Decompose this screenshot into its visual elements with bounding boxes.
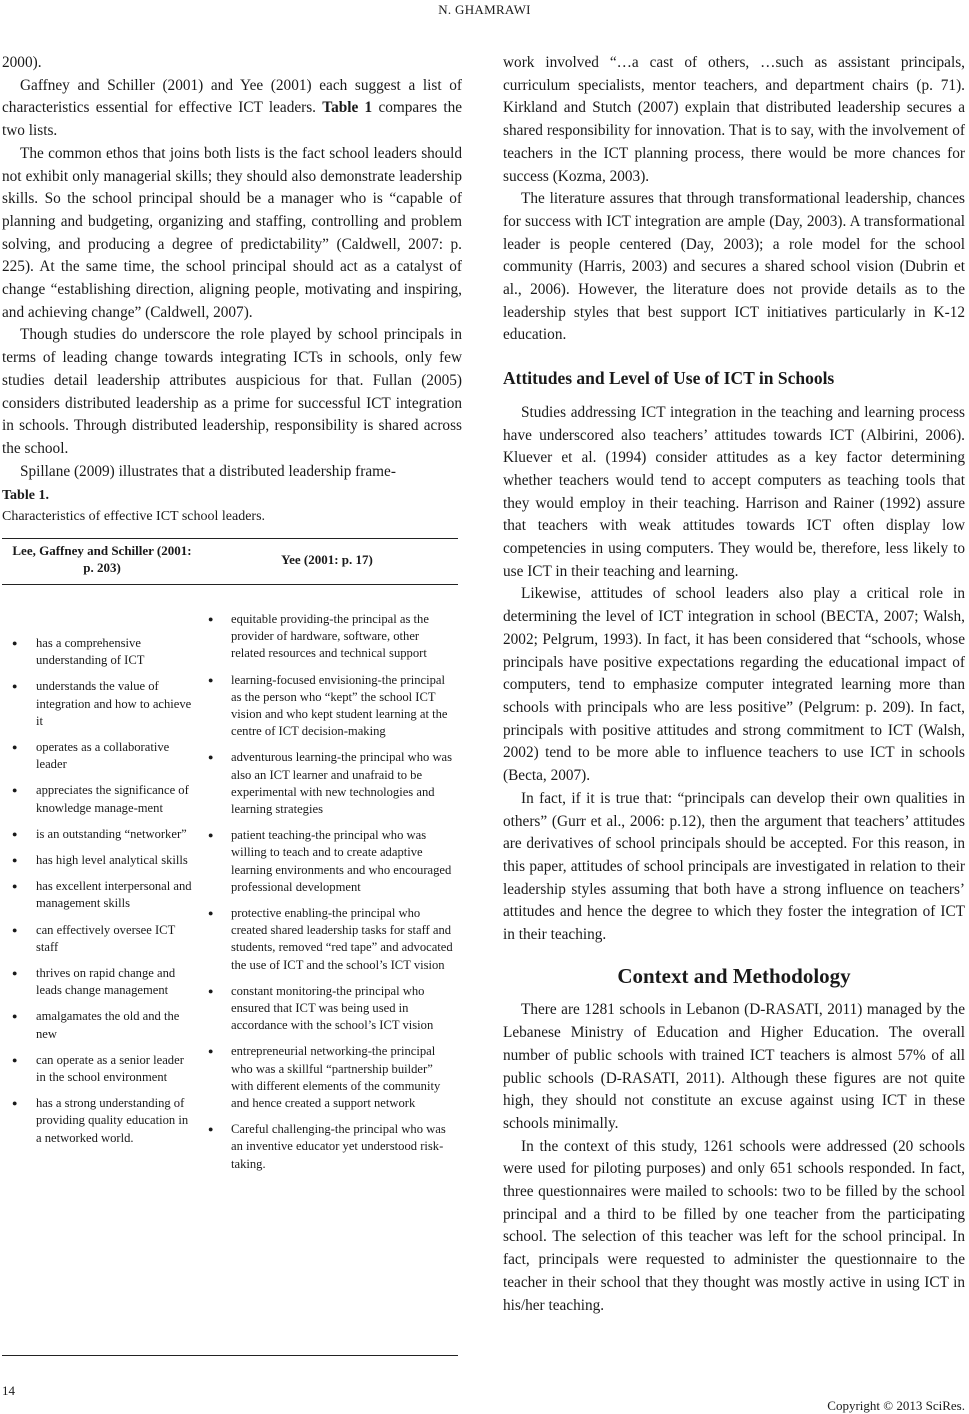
table-item-col1: ● is an outstanding “networker” (2, 826, 192, 843)
table-item-col2: ● adventurous learning-the principal who was also an ICT learner and unafraid to be experimental with new technologies and learning strategies (206, 749, 456, 818)
table-item-col2: ● entrepreneurial networking-the principal who was a skillful “partnership builder” with different elements of the community and hence created a support network (206, 1043, 456, 1112)
table-item-col1: ● has a comprehensive understanding of ICT (2, 635, 192, 669)
table-label: Table 1. (2, 488, 49, 503)
table-header-col2: Yee (2001: p. 17) (281, 552, 373, 567)
page-number: 14 (2, 1383, 15, 1398)
paragraph: The common ethos that joins both lists is the fact school leaders should not exhibit only managerial skills; they should also demonstrate leadership skills. So the school principal should be a manager who is “capable of planning and budgeting, organizing and staffing, controlling and problem solving, and producing a degree of predictability” (Caldwell, 2007: p. 225). At the same time, the school principal should act as a catalyst of change “establishing direction, aligning people, motivating and inspiring, and achieving change” (Caldwell, 2007). (2, 144, 462, 321)
paragraph: Likewise, attitudes of school leaders also play a critical role in determining the level of ICT integration in school (BECTA, 2007; Walsh, 2002; Pelgrum, 1993). In fact, it has been considered that “schools, whose principals have positive expectations regarding the educational impact of computers, tend to emphasize computer integrated learning more than schools with principals who are less positive” (Pelgrum: p. 209). In fact, principals with positive attitudes and strong commitment to ICT (Walsh, 2002) tend to be more able to influence teachers to use ICT in schools (Becta, 2007). (503, 585, 965, 785)
table-top-rule (2, 538, 458, 539)
table-item-col1: ● can operate as a senior leader in the school environment (2, 1052, 192, 1086)
right-column (503, 52, 965, 1317)
table-bottom-rule (2, 1355, 458, 1356)
paragraph: 2000). (2, 54, 42, 71)
paragraph: work involved “…a cast of others, …such as assistant principals, curriculum specialists, mentor teachers, and department chairs (p. 71). Kirkland and Stutch (2007) explain that distributed leadership secures a shared responsibility for innovation. That is to say, with the involvement of teachers in the ICT planning process, there would be more chances for success (Kozma, 2003). (503, 54, 965, 185)
table-item-col1: ● can effectively oversee ICT staff (2, 922, 192, 956)
table-item-col2: ● patient teaching-the principal who was willing to teach and to create adaptive learning environments and who encouraged professional development (206, 827, 456, 896)
paragraph: There are 1281 schools in Lebanon (D-RASATI, 2011) managed by the Lebanese Ministry of Education and Higher Education. The overall number of public schools with trained ICT teachers is almost 57% of all public schools (D-RASATI, 2011). Although these figures are not quite high, they should not constitute an excuse against using ICT in these schools minimally. (503, 1001, 965, 1132)
table-item-col1: ● appreciates the significance of knowledge manage-ment (2, 782, 192, 816)
characteristics-table (2, 538, 458, 1356)
paragraph: In fact, if it is true that: “principals can develop their own qualities in others” (Gurr et al., 2006: p.12), then the argument that teachers’ attitudes are derivatives of school principals should be accepted. For this reason, in this paper, attitudes of school principals are investigated in relation to their leadership styles assuming that both have a strong influence on teachers’ attitudes and hence the degree to which they foster the integration of ICT in their teaching. (503, 789, 965, 944)
table-item-col2: ● equitable providing-the principal as the provider of hardware, software, other related resources and technical support (206, 611, 456, 663)
paragraph: In the context of this study, 1261 schools were addressed (20 schools were used for piloting purposes) and only 651 schools responded. In fact, three questionnaires were mailed to schools: two to be filled by the school principal and a third to be filled by one teacher from the participating school. The selection of this teacher was left for the school principal. In fact, principals were requested to administer the questionnaire to the teacher in their school that they thought was mostly active in using ICT in his/her teaching. (503, 1137, 965, 1314)
table-header-rule (2, 584, 458, 585)
table-item-col1: ● has high level analytical skills (2, 852, 192, 869)
table-item-col2: ● Careful challenging-the principal who was an inventive educator yet understood risk-taking. (206, 1121, 456, 1173)
table-item-col1: ● amalgamates the old and the new (2, 1008, 192, 1042)
table-item-col1: ● has a strong understanding of providing quality education in a networked world. (2, 1095, 192, 1147)
left-column (2, 52, 462, 483)
table-item-col1: ● understands the value of integration and how to achieve it (2, 678, 192, 730)
table-item-col2: ● protective enabling-the principal who created shared leadership tasks for staff and students, removed “red tape” and advocated the use of ICT and the school’s ICT vision (206, 905, 456, 974)
table-reference: Table 1 (322, 99, 373, 117)
copyright-notice: Copyright © 2013 SciRes. (827, 1398, 965, 1413)
table-item-col1: ● has excellent interpersonal and management skills (2, 878, 192, 912)
col1-list (2, 635, 192, 1156)
table-header-col1: Lee, Gaffney and Schiller (2001: p. 203) (12, 543, 192, 575)
table-caption: Characteristics of effective ICT school leaders. (2, 509, 266, 524)
table-item-col2: ● constant monitoring-the principal who ensured that ICT was being used in accordance with the school’s ICT vision (206, 983, 456, 1035)
table-item-col1: ● operates as a collaborative leader (2, 739, 192, 773)
paragraph: Studies addressing ICT integration in the teaching and learning process have underscored also teachers’ attitudes towards ICT (Albirini, 2006). Kluever et al. (1994) consider attitudes as a key factor determining whether teachers would tend to accept computers as teaching tools that they would employ in their teaching. Harrison and Rainer (1992) assure that teachers with weak attitudes towards ICT often display low competencies in using computers. They would be, therefore, less likely to use ICT in their teaching and learning. (503, 403, 965, 580)
table-item-col1: ● thrives on rapid change and leads change management (2, 965, 192, 999)
paragraph: Gaffney and Schiller (2001) and Yee (2001) each suggest a list of characteristics essential for effective ICT leaders. Table 1 compares the two lists. (2, 76, 463, 140)
section-heading: Context and Methodology (617, 963, 851, 988)
paragraph: Though studies do underscore the role played by school principals in terms of leading change towards integrating ICTs in schools, only few studies detail leadership attributes auspicious for that. Fullan (2005) considers distributed leadership as a prime for successful ICT integration in schools. Through distributed leadership, responsibility is shared across the school. (2, 326, 462, 457)
running-header: N. GHAMRAWI (438, 2, 531, 17)
paragraph: Spillane (2009) illustrates that a distributed leadership frame- (20, 462, 396, 480)
table-item-col2: ● learning-focused envisioning-the principal as the person who “kept” the school ICT vision and who kept student learning at the centre of ICT decision-making (206, 672, 456, 741)
section-heading: Attitudes and Level of Use of ICT in Schools (503, 368, 835, 389)
col2-list (206, 611, 456, 1182)
paragraph: The literature assures that through transformational leadership, chances for success with ICT integration are ample (Day, 2003). A transformational leader is people centered (Day, 2003); a role model for the school community (Harris, 2003) and secures a shared school vision (Dubrin et al., 2006). However, the literature does not provide details as to the leadership styles that best support ICT initiatives particularly in K-12 education. (503, 190, 965, 344)
